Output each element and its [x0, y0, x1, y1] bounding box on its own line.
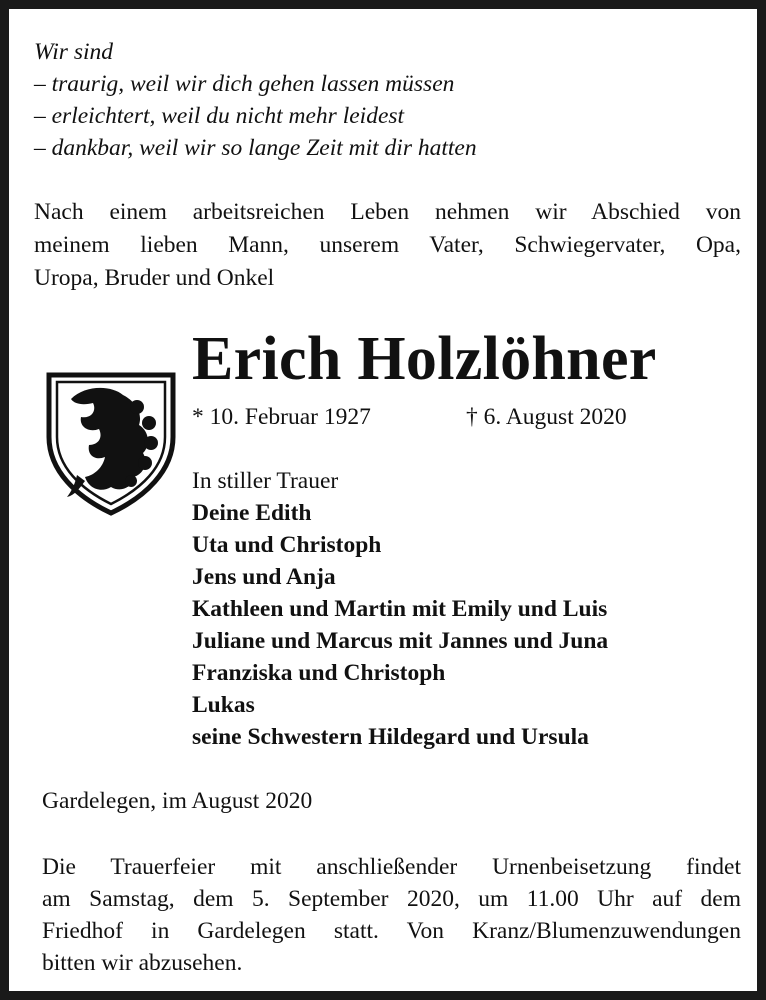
intro-paragraph	[34, 196, 741, 295]
mourner-name: seine Schwestern Hildegard und Ursula	[192, 724, 589, 750]
poem-line: Wir sind	[34, 39, 114, 65]
mourner-name: Kathleen und Martin mit Emily und Luis	[192, 596, 608, 622]
place-and-date: Gardelegen, im August 2020	[42, 788, 313, 814]
birth-date: * 10. Februar 1927	[192, 404, 371, 430]
mourner-name: Uta und Christoph	[192, 532, 382, 558]
service-line: Friedhof in Gardelegen statt. Von Kranz/Blumenzuwendungen	[42, 918, 741, 944]
deceased-name: Erich Holzlöhner	[192, 325, 657, 393]
mourner-name: Franziska und Christoph	[192, 660, 446, 686]
poem-line: – erleichtert, weil du nicht mehr leidest	[34, 103, 405, 129]
mourner-name: Juliane und Marcus mit Jannes und Juna	[192, 628, 609, 654]
poem	[34, 36, 477, 164]
mourner-name: Lukas	[192, 692, 255, 718]
poem-line: – dankbar, weil wir so lange Zeit mit dir hatten	[34, 135, 477, 161]
service-line: Die Trauerfeier mit anschließender Urnenbeisetzung findet	[42, 854, 741, 880]
service-notice	[42, 851, 741, 979]
death-date: † 6. August 2020	[466, 404, 627, 430]
poem-line: – traurig, weil wir dich gehen lassen müssen	[34, 71, 455, 97]
intro-line: Uropa, Bruder und Onkel	[34, 265, 275, 291]
mourner-name: Jens und Anja	[192, 564, 336, 590]
heraldic-shield-icon	[45, 371, 177, 517]
service-line: bitten wir abzusehen.	[42, 950, 243, 976]
mourning-phrase: In stiller Trauer	[192, 468, 339, 494]
mourner-name: Deine Edith	[192, 500, 312, 526]
intro-line: Nach einem arbeitsreichen Leben nehmen wir Abschied von	[34, 199, 741, 225]
service-line: am Samstag, dem 5. September 2020, um 11.00 Uhr auf dem	[42, 886, 741, 912]
mourners-list	[192, 465, 608, 753]
intro-line: meinem lieben Mann, unserem Vater, Schwiegervater, Opa,	[34, 232, 741, 258]
life-dates	[192, 401, 627, 433]
